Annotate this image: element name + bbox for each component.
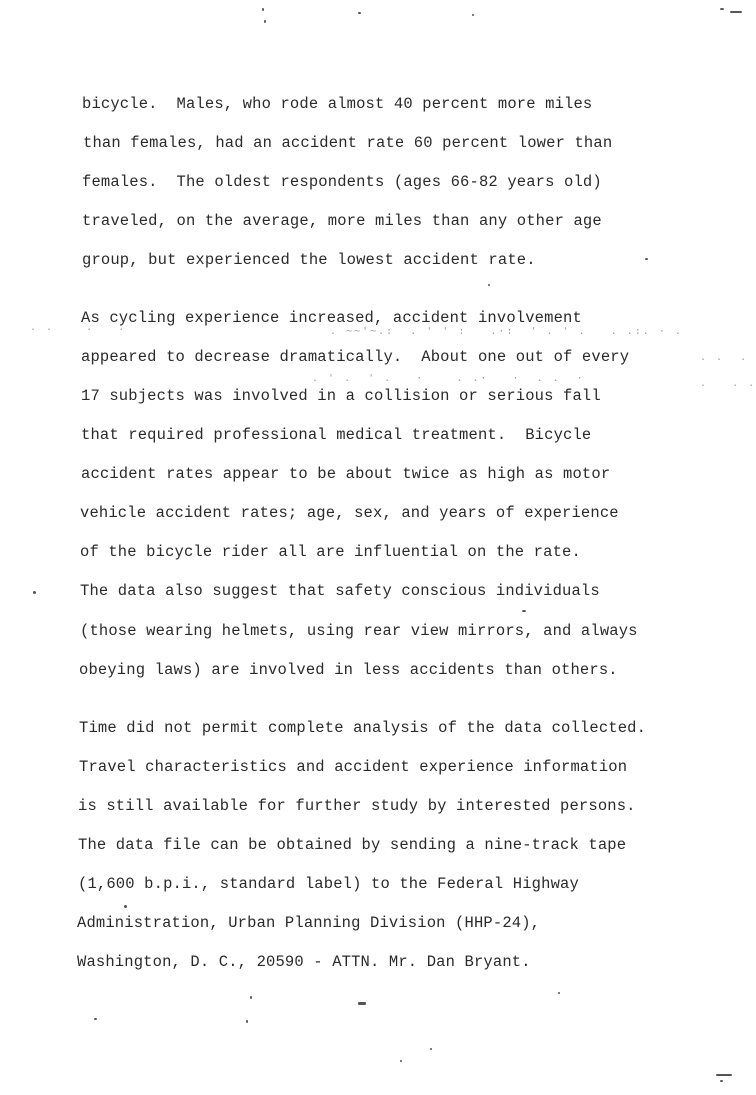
text-line: accident rates appear to be about twice as high as motor (81, 465, 611, 483)
text-line: of the bicycle rider all are influential on the rate. (80, 543, 581, 561)
scan-noise: . ' . ' . · . .· · . . · (312, 373, 585, 384)
text-line: The data also suggest that safety conscious individuals (80, 582, 600, 600)
text-line: obeying laws) are involved in less accidents than others. (79, 661, 618, 679)
text-line: females. The oldest respondents (ages 66-82 years old) (82, 173, 602, 191)
text-line: vehicle accident rates; age, sex, and years of experience (80, 504, 619, 522)
scan-speck (430, 1048, 432, 1050)
scan-speck (730, 11, 742, 13)
text-line: group, but experienced the lowest accident rate. (82, 251, 536, 269)
scan-speck (246, 1020, 248, 1023)
scan-speck (33, 591, 36, 594)
scan-speck (94, 1018, 97, 1020)
text-line: (1,600 b.p.i., standard label) to the Federal Highway (78, 875, 579, 893)
scan-speck (720, 8, 724, 10)
text-line: appeared to decrease dramatically. About one out of every (81, 348, 630, 366)
text-line: Travel characteristics and accident experience information (79, 758, 628, 776)
scan-speck (472, 14, 474, 16)
scan-speck (264, 20, 266, 23)
scan-speck (250, 996, 252, 999)
text-line: that required professional medical treatment. Bicycle (81, 426, 592, 444)
scan-speck (716, 1074, 732, 1076)
text-line: The data file can be obtained by sending a nine-track tape (78, 836, 627, 854)
text-line: bicycle. Males, who rode almost 40 percent more miles (82, 95, 593, 113)
text-line: (those wearing helmets, using rear view mirrors, and always (80, 622, 638, 640)
scan-noise: . . . (700, 352, 749, 363)
scan-speck (558, 992, 560, 994)
scan-speck (645, 258, 648, 260)
text-line: As cycling experience increased, accident involvement (81, 309, 582, 327)
scan-speck (124, 905, 127, 908)
text-line: is still available for further study by interested persons. (78, 797, 636, 815)
text-line: Washington, D. C., 20590 - ATTN. Mr. Dan Bryant. (77, 953, 531, 971)
text-line: Administration, Urban Planning Division (HHP-24), (77, 914, 541, 932)
text-line: 17 subjects was involved in a collision or serious fall (81, 387, 601, 405)
scan-speck (262, 8, 264, 11)
text-line: traveled, on the average, more miles than any other age (82, 212, 602, 230)
scan-speck (358, 1002, 366, 1005)
scan-speck (488, 284, 490, 286)
scan-speck (400, 1060, 402, 1062)
text-line: Time did not permit complete analysis of the data collected. (79, 719, 647, 737)
scan-speck (522, 610, 526, 612)
scan-noise: . . . (700, 378, 756, 389)
text-line: than females, had an accident rate 60 percent lower than (83, 134, 613, 152)
scan-speck (358, 12, 361, 14)
scan-noise: . ~~'~.: . ' ' : .·: ' . ' . . .:. · . (330, 326, 683, 337)
scan-noise: . . . . (30, 322, 127, 333)
scan-speck (720, 1080, 723, 1082)
